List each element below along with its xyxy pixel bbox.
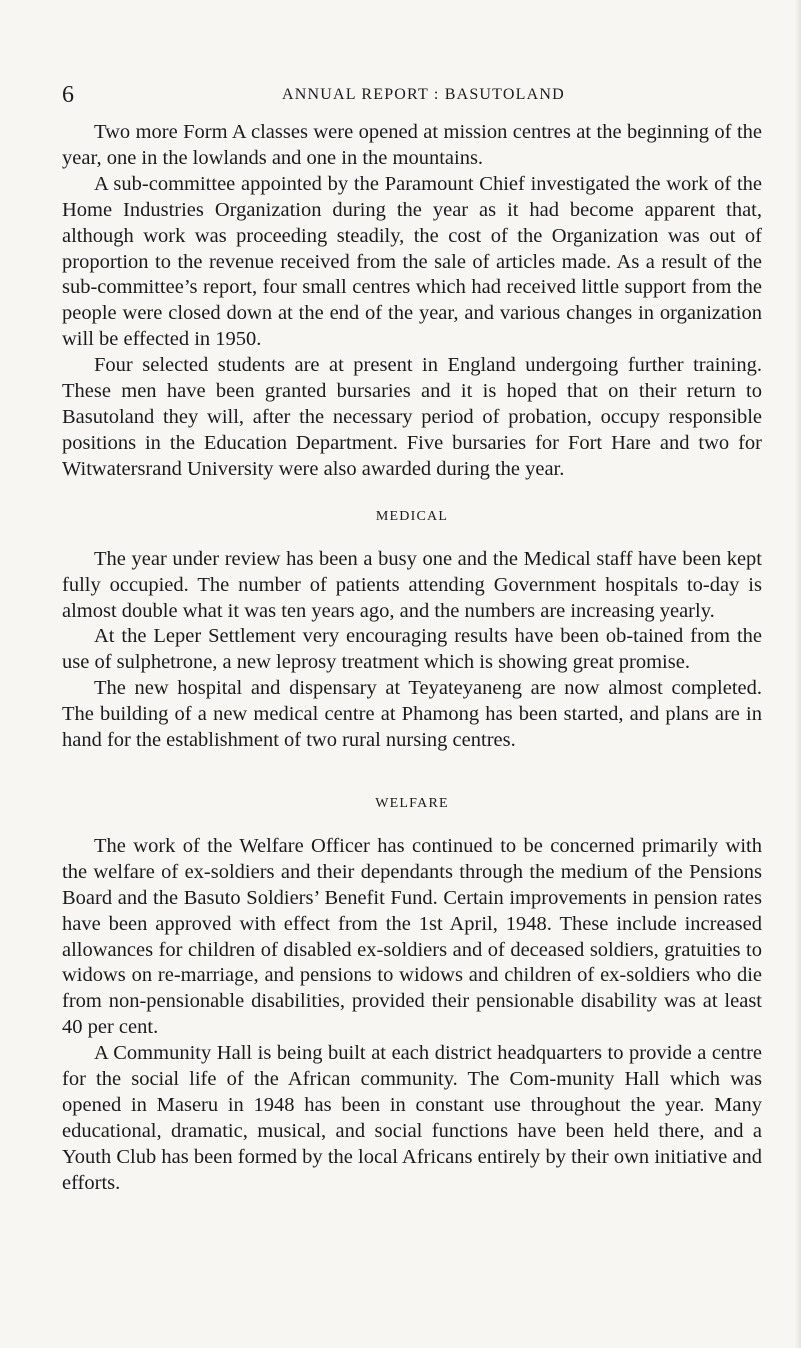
page-body bbox=[62, 120, 762, 1197]
paragraph-form-a-classes: Two more Form A classes were opened at mission centres at the beginning of the year, one in the lowlands and one in the mountains. bbox=[62, 121, 762, 169]
paragraph-welfare-officer: The work of the Welfare Officer has continued to be concerned primarily with the welfare of ex-soldiers and their dependants through the medium of the Pensions Board and the Basuto Soldiers’ Benefit Fund. Certain improvements in pension rates have been approved with effect from the 1st April, 1948. These include increased allowances for children of disabled ex-soldiers and of deceased soldiers, gratuities to widows on re-marriage, and pensions to widows and children of ex-soldiers who die from non-pensionable disabilities, provided their pensionable disability was at least 40 per cent. bbox=[62, 834, 762, 1039]
paragraph-bursaries: Four selected students are at present in England undergoing further training. These men have been granted bursaries and it is hoped that on their return to Basutoland they will, after the necessary period of probation, occupy responsible positions in the Education Department. Five bursaries for Fort Hare and two for Witwatersrand University were also awarded during the year. bbox=[62, 354, 762, 480]
section-heading-medical: MEDICAL bbox=[375, 508, 449, 524]
page-edge bbox=[795, 0, 801, 1348]
paragraph-home-industries: A sub-committee appointed by the Paramount Chief investigated the work of the Home Industries Organization during the year as it had become apparent that, although work was proceeding steadily, the cost of the Organization was out of proportion to the revenue received from the sale of articles made. As a result of the sub-committee’s report, four small centres which had received little support from the people were closed down at the end of the year, and various changes in organization will be effected in 1950. bbox=[62, 172, 762, 351]
section-heading-welfare: WELFARE bbox=[375, 795, 449, 811]
running-head: ANNUAL REPORT : BASUTOLAND bbox=[282, 86, 565, 103]
page-number: 6 bbox=[62, 82, 74, 108]
paragraph-medical-staff: The year under review has been a busy one and the Medical staff have been kept fully occupied. The number of patients attending Government hospitals to-day is almost double what it was ten years ago, and the numbers are increasing yearly. bbox=[62, 547, 762, 622]
page-header bbox=[62, 80, 762, 110]
paragraph-new-hospital: The new hospital and dispensary at Teyateyaneng are now almost completed. The building of a new medical centre at Phamong has been started, and plans are in hand for the establishment of two rural nursing centres. bbox=[62, 677, 762, 752]
paragraph-community-hall: A Community Hall is being built at each district headquarters to provide a centre for the social life of the African community. The Com-munity Hall which was opened in Maseru in 1948 has been in constant use throughout the year. Many educational, dramatic, musical, and social functions have been held there, and a Youth Club has been formed by the local Africans entirely by their own initiative and efforts. bbox=[62, 1042, 762, 1194]
paragraph-leper-settlement: At the Leper Settlement very encouraging results have been ob-tained from the use of sulphetrone, a new leprosy treatment which is showing great promise. bbox=[62, 625, 762, 674]
